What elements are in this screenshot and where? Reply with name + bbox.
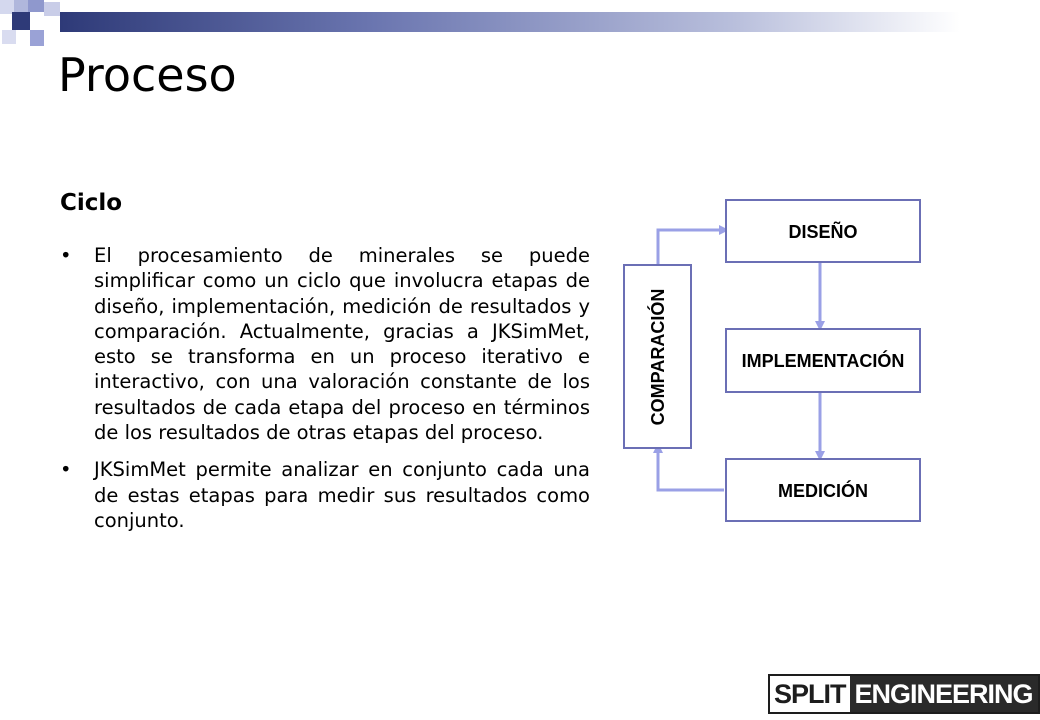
arrow-comparacion-to-diseno	[658, 230, 724, 265]
node-medicion-label: MEDICIÓN	[778, 481, 868, 501]
node-comparacion	[624, 265, 691, 448]
arrow-medicion-to-comparacion	[658, 448, 724, 490]
node-medicion	[726, 459, 920, 521]
node-implementacion-label: IMPLEMENTACIÓN	[741, 351, 905, 371]
node-comparacion-label: COMPARACIÓN	[648, 288, 668, 426]
bullet-item-1: • El procesamiento de minerales se puede simplificar como un ciclo que involucra etapas de diseño, implementación, medición de resultados y comparación. Actualmente, gracias a JKSimMet, esto se transforma en un proceso iterativo e interactivo, con una valoración constante de los resultados de cada etapa del proceso en términos de los resultados de otras etapas del proceso.	[60, 243, 590, 445]
node-implementacion	[726, 329, 920, 392]
node-diseno	[726, 200, 920, 262]
node-diseno-label: DISEÑO	[788, 222, 858, 242]
split-engineering-logo	[768, 674, 1040, 714]
logo-part-split: SPLIT	[770, 676, 850, 712]
section-subtitle: Ciclo	[60, 190, 123, 216]
bullet-item-2: • JKSimMet permite analizar en conjunto cada una de estas etapas para medir sus resultados como conjunto.	[60, 457, 590, 533]
page-title: Proceso	[58, 48, 237, 102]
logo-part-engineering: ENGINEERING	[850, 676, 1038, 712]
